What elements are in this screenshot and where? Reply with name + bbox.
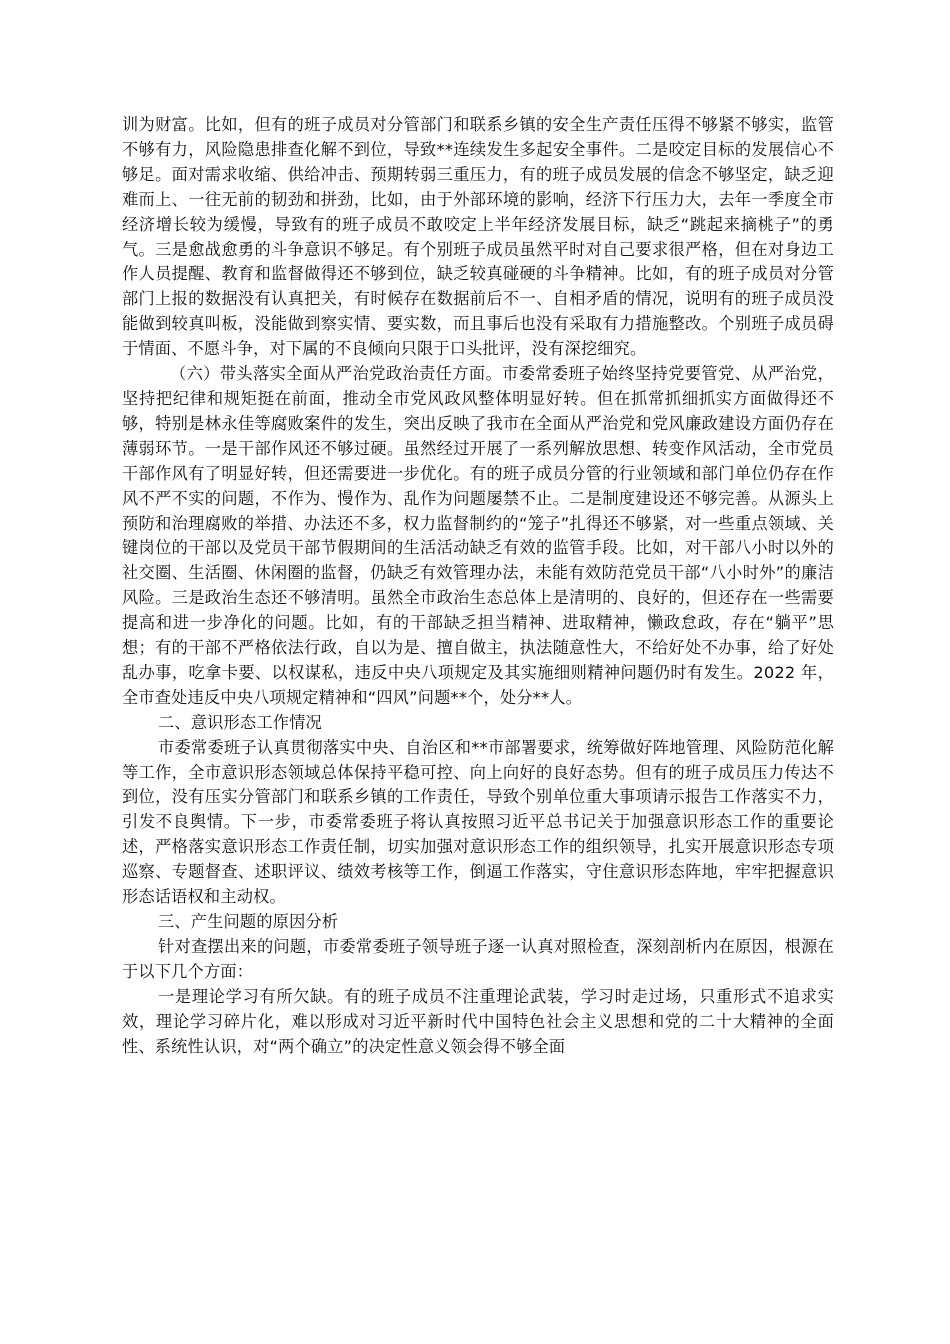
paragraph-theory-study: 一是理论学习有所欠缺。有的班子成员不注重理论武装，学习时走过场，只重形式不追求实效，理论学习碎片化，难以形成对习近平新时代中国特色社会主义思想和党的二十大精神的全面性、系统性认识，对“两个确立”的决定性意义领会得不够全面 — [122, 986, 834, 1056]
section-heading-cause-analysis: 三、产生问题的原因分析 — [158, 912, 339, 931]
paragraph-cause-intro: 针对查摆出来的问题，市委常委班子领导班子逐一认真对照检查，深刻剖析内在原因，根源在于以下几个方面： — [122, 936, 834, 981]
document-page — [122, 113, 834, 1059]
section-heading-ideology: 二、意识形态工作情况 — [158, 712, 322, 732]
paragraph-party-discipline: （六）带头落实全面从严治党政治责任方面。市委常委班子始终坚持党要管党、从严治党，坚持把纪律和规矩挺在前面，推动全市党风政风整体明显好转。但在抓常抓细抓实方面做得还不够，特别是林永佳等腐败案件的发生，突出反映了我市在全面从严治党和党风廉政建设方面仍存在薄弱环节。一是干部作风还不够过硬。虽然经过开展了一系列解放思想、转变作风活动，全市党员干部作风有了明显好转，但还需要进一步优化。有的班子成员分管的行业领域和部门单位仍存在作风不严不实的问题，不作为、慢作为、乱作为问题屡禁不止。二是制度建设还不够完善。从源头上预防和治理腐败的举措、办法还不多，权力监督制约的“笼子”扎得还不够紧，对一些重点领域、关键岗位的干部以及党员干部节假期间的生活活动缺乏有效的监管手段。比如，对干部八小时以外的社交圈、生活圈、休闲圈的监督，仍缺乏有效管理办法，未能有效防范党员干部“八小时外”的廉洁风险。三是政治生态还不够清明。虽然全市政治生态总体上是清明的、良好的，但还存在一些需要提高和进一步净化的问题。比如，有的干部缺乏担当精神、进取精神，懒政怠政，存在“躺平”思想；有的干部不严格依法行政，自以为是、擅自做主，执法随意性大，不给好处不办事，给了好处乱办事，吃拿卡要、以权谋私，违反中央八项规定及其实施细则精神问题仍时有发生。2022 年，全市查处违反中央八项规定精神和“四风”问题**个，处分**人。 — [122, 364, 834, 707]
paragraph-safety-and-struggle: 训为财富。比如，但有的班子成员对分管部门和联系乡镇的安全生产责任压得不够紧不够实，监管不够有力，风险隐患排查化解不到位，导致**连续发生多起安全事件。二是咬定目标的发展信心不够足。面对需求收缩、供给冲击、预期转弱三重压力，有的班子成员发展的信念不够坚定，缺乏迎难而上、一往无前的韧劲和拼劲，比如，由于外部环境的影响，经济下行压力大，去年一季度全市经济增长较为缓慢，导致有的班子成员不敢咬定上半年经济发展目标，缺乏“跳起来摘桃子”的勇气。三是愈战愈勇的斗争意识不够足。有个别班子成员虽然平时对自己要求很严格，但在对身边工作人员提醒、教育和监督做得还不够到位，缺乏较真碰硬的斗争精神。比如，有的班子成员对分管部门上报的数据没有认真把关，有时候存在数据前后不一、自相矛盾的情况，说明有的班子成员没能做到较真叫板，没能做到察实情、要实数，而且事后也没有采取有力措施整改。个别班子成员碍于情面、不愿斗争，对下属的不良倾向只限于口头批评，没有深挖细究。 — [122, 115, 834, 359]
paragraph-ideology-work: 市委常委班子认真贯彻落实中央、自治区和**市部署要求，统筹做好阵地管理、风险防范化解等工作，全市意识形态领域总体保持平稳可控、向上向好的良好态势。但有的班子成员压力传达不到位，没有压实分管部门和联系乡镇的工作责任，导致个别单位重大事项请示报告工作落实不力，引发不良舆情。下一步，市委常委班子将认真按照习近平总书记关于加强意识形态工作的重要论述，严格落实意识形态工作责任制，切实加强对意识形态工作的组织领导，扎实开展意识形态专项巡察、专题督查、述职评议、绩效考核等工作，倒逼工作落实，守住意识形态阵地，牢牢把握意识形态话语权和主动权。 — [122, 737, 834, 907]
